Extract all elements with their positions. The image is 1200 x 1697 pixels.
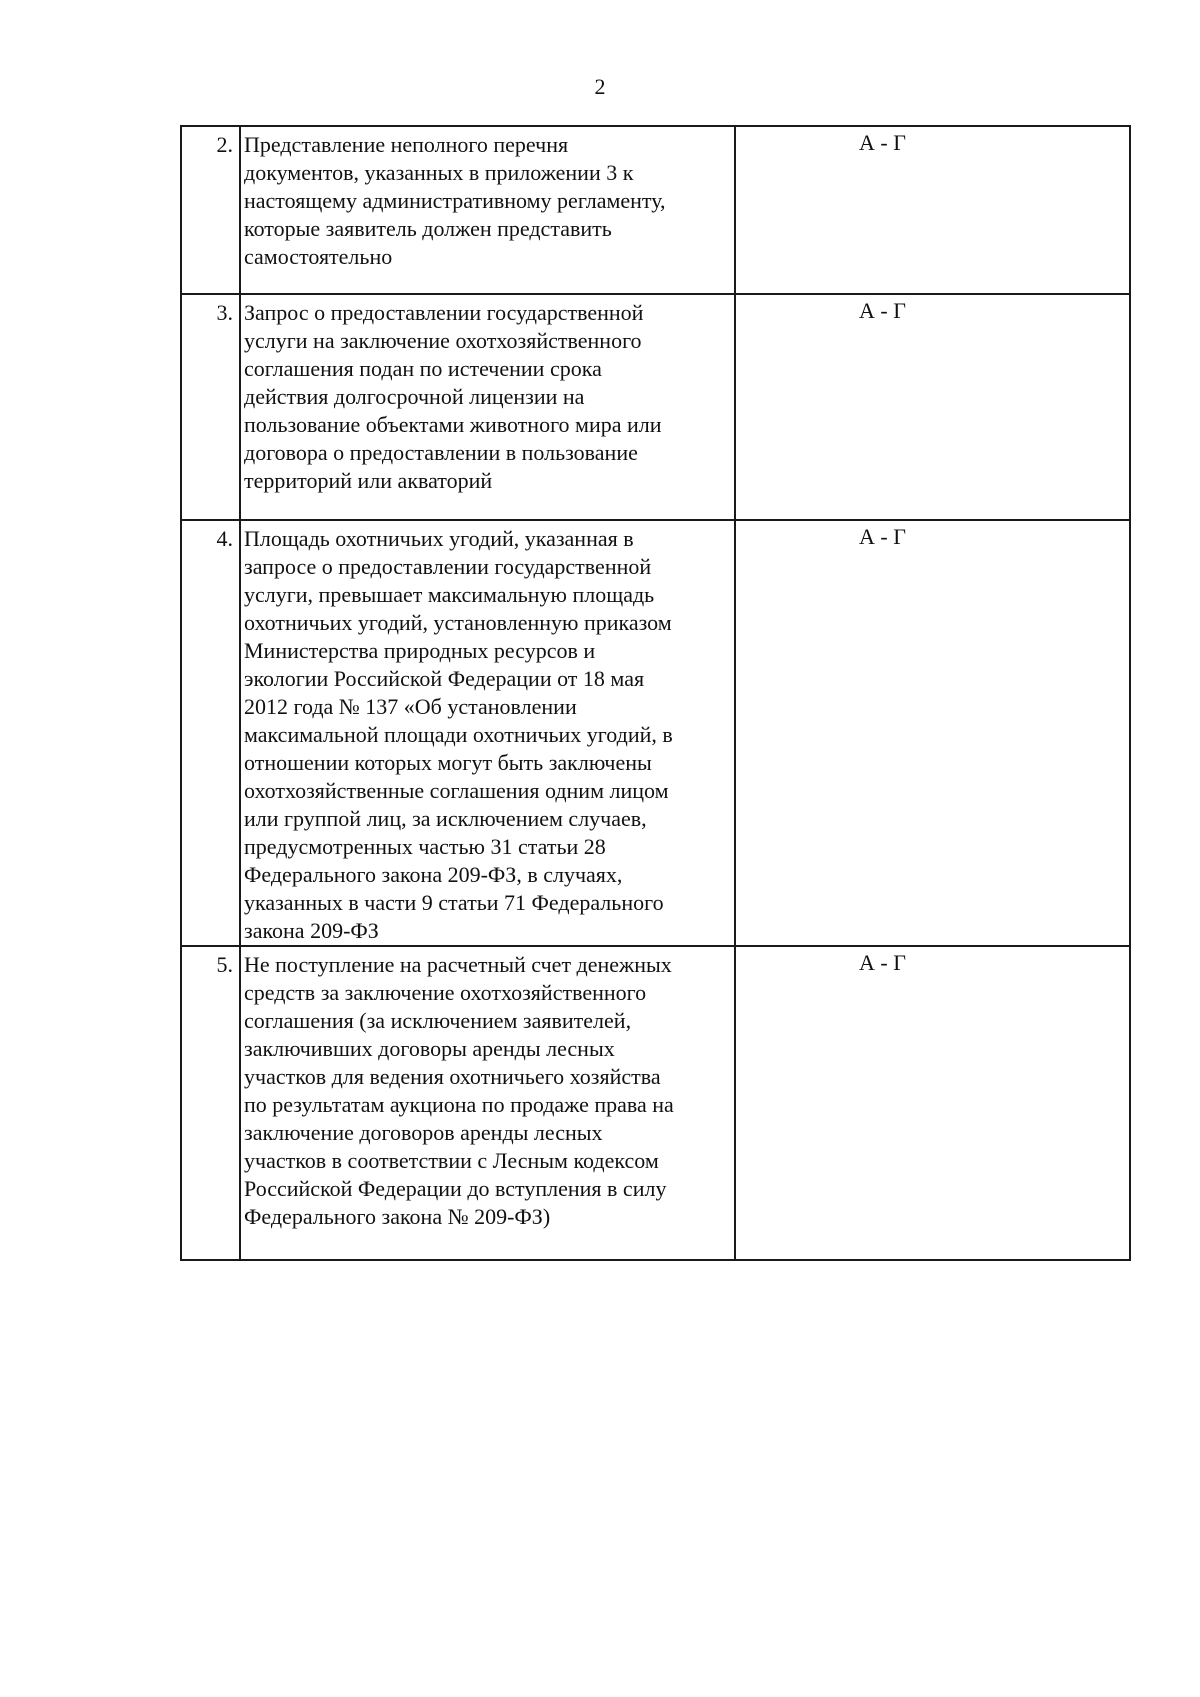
grounds-table	[180, 125, 1131, 1261]
row-mark: А - Г	[735, 294, 1130, 520]
row-description: Представление неполного перечня документов, указанных в приложении 3 к настоящему административному регламенту, которые заявитель должен представить самостоятельно	[240, 126, 735, 294]
page-number: 2	[594, 74, 606, 99]
row-number: 3.	[181, 294, 240, 520]
row-description: Запрос о предоставлении государственной услуги на заключение охотхозяйственного соглашения подан по истечении срока действия долгосрочной лицензии на пользование объектами животного мира или договора о предоставлении в пользование территорий или акваторий	[240, 294, 735, 520]
table-row	[181, 294, 1130, 520]
row-number: 2.	[181, 126, 240, 294]
row-mark: А - Г	[735, 946, 1130, 1260]
table-row	[181, 946, 1130, 1260]
table-row	[181, 126, 1130, 294]
row-mark: А - Г	[735, 520, 1130, 946]
row-description: Площадь охотничьих угодий, указанная в запросе о предоставлении государственной услуги, превышает максимальную площадь охотничьих угодий, установленную приказом Министерства природных ресурсов и экологии Российской Федерации от 18 мая 2012 года № 137 «Об установлении максимальной площади охотничьих угодий, в отношении которых могут быть заключены охотхозяйственные соглашения одним лицом или группой лиц, за исключением случаев, предусмотренных частью 31 статьи 28 Федерального закона 209-ФЗ, в случаях, указанных в части 9 статьи 71 Федерального закона 209-ФЗ	[240, 520, 735, 946]
row-mark: А - Г	[735, 126, 1130, 294]
row-number: 4.	[181, 520, 240, 946]
table-row	[181, 520, 1130, 946]
row-number: 5.	[181, 946, 240, 1260]
row-description: Не поступление на расчетный счет денежных средств за заключение охотхозяйственного соглашения (за исключением заявителей, заключивших договоры аренды лесных участков для ведения охотничьего хозяйства по результатам аукциона по продаже права на заключение договоров аренды лесных участков в соответствии с Лесным кодексом Российской Федерации до вступления в силу Федерального закона № 209-ФЗ)	[240, 946, 735, 1260]
